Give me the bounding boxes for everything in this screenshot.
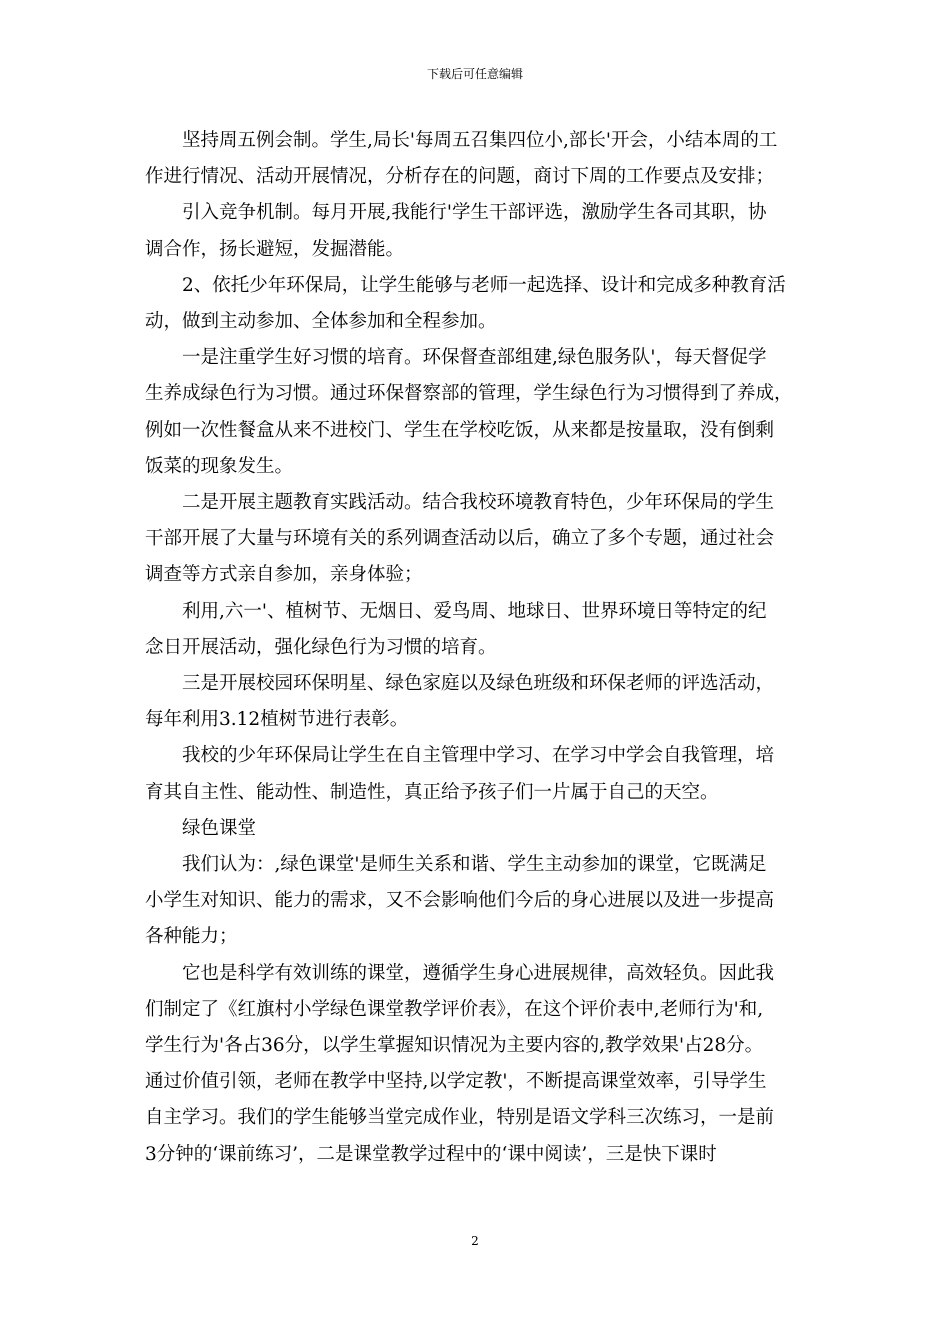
text-line: 干部开展了大量与环境有关的系列调查活动以后，确立了多个专题，通过社会	[145, 528, 775, 550]
paragraph-weekly-meeting	[145, 123, 817, 195]
text-line: 通过价值引领，老师在教学中坚持,以学定教'，不断提高课堂效率，引导学生	[145, 1071, 767, 1093]
paragraph-evaluation	[145, 666, 817, 738]
text-line: 各种能力；	[145, 926, 238, 948]
page-header: 下载后可任意编辑	[426, 67, 523, 81]
paragraph-competition	[145, 195, 817, 267]
document-body	[145, 123, 817, 1173]
section-heading-green-classroom	[145, 811, 817, 847]
text-line: 生养成绿色行为习惯。通过环保督察部的管理，学生绿色行为习惯得到了养成，	[145, 383, 793, 405]
text-line: 学生行为'各占36分，以学生掌握知识情况为主要内容的,教学效果'占28分。	[145, 1035, 764, 1057]
text-line: 动，做到主动参加、全体参加和全程参加。	[145, 311, 497, 333]
text-line: 饭菜的现象发生。	[145, 455, 294, 477]
paragraph-green-classroom-definition	[145, 847, 817, 956]
paragraph-special-days	[145, 594, 817, 666]
text-line: 三是开展校园环保明星、绿色家庭以及绿色班级和环保老师的评选活动，	[182, 673, 775, 695]
text-line: 2、依托少年环保局，让学生能够与老师一起选择、设计和完成多种教育活	[182, 274, 786, 296]
text-line: 它也是科学有效训练的课堂，遵循学生身心进展规律，高效轻负。因此我	[182, 962, 775, 984]
text-line: 我们认为：,绿色课堂'是师生关系和谐、学生主动参加的课堂，它既满足	[182, 854, 767, 876]
text-line: 我校的少年环保局让学生在自主管理中学习、在学习中学会自我管理，培	[182, 745, 775, 767]
text-line: 坚持周五例会制。学生,局长'每周五召集四位小,部长'开会，小结本周的工	[182, 130, 778, 151]
page-number: 2	[471, 1234, 479, 1248]
paragraph-theme-activities	[145, 485, 817, 594]
text-line: 们制定了《红旗村小学绿色课堂教学评价表》，在这个评价表中,老师行为'和,	[145, 998, 764, 1020]
text-line: 调查等方式亲自参加，亲身体验；	[145, 564, 423, 586]
text-line: 每年利用3.12植树节进行表彰。	[145, 709, 409, 731]
text-line: 例如一次性餐盒从来不进校门、学生在学校吃饭，从来都是按量取，没有倒剩	[145, 419, 775, 441]
text-line: 自主学习。我们的学生能够当堂完成作业，特别是语文学科三次练习，一是前	[145, 1107, 775, 1129]
paragraph-environment-bureau	[145, 268, 817, 340]
text-line: 作进行情况、活动开展情况，分析存在的问题，商讨下周的工作要点及安排；	[145, 166, 775, 188]
text-line: 育其自主性、能动性、制造性，真正给予孩子们一片属于自己的天空。	[145, 781, 719, 803]
text-line: 绿色课堂	[182, 817, 257, 839]
paragraph-good-habits	[145, 340, 817, 485]
paragraph-effective-training	[145, 956, 817, 1173]
text-line: 小学生对知识、能力的需求，又不会影响他们今后的身心进展以及进一步提高	[145, 890, 775, 912]
text-line: 利用,六一'、植树节、无烟日、爱鸟周、地球日、世界环境日等特定的纪	[182, 600, 767, 622]
text-line: 二是开展主题教育实践活动。结合我校环境教育特色，少年环保局的学生	[182, 492, 775, 514]
text-line: 3分钟的‘课前练习’，二是课堂教学过程中的‘课中阅读’，三是快下课时	[145, 1143, 717, 1165]
text-line: 一是注重学生好习惯的培育。环保督查部组建,绿色服务队'，每天督促学	[182, 347, 767, 369]
paragraph-self-management	[145, 738, 817, 810]
text-line: 念日开展活动，强化绿色行为习惯的培育。	[145, 636, 497, 658]
text-line: 调合作，扬长避短，发掘潜能。	[145, 238, 405, 260]
text-line: 引入竞争机制。每月开展,我能行'学生干部评选，激励学生各司其职，协	[182, 202, 767, 224]
